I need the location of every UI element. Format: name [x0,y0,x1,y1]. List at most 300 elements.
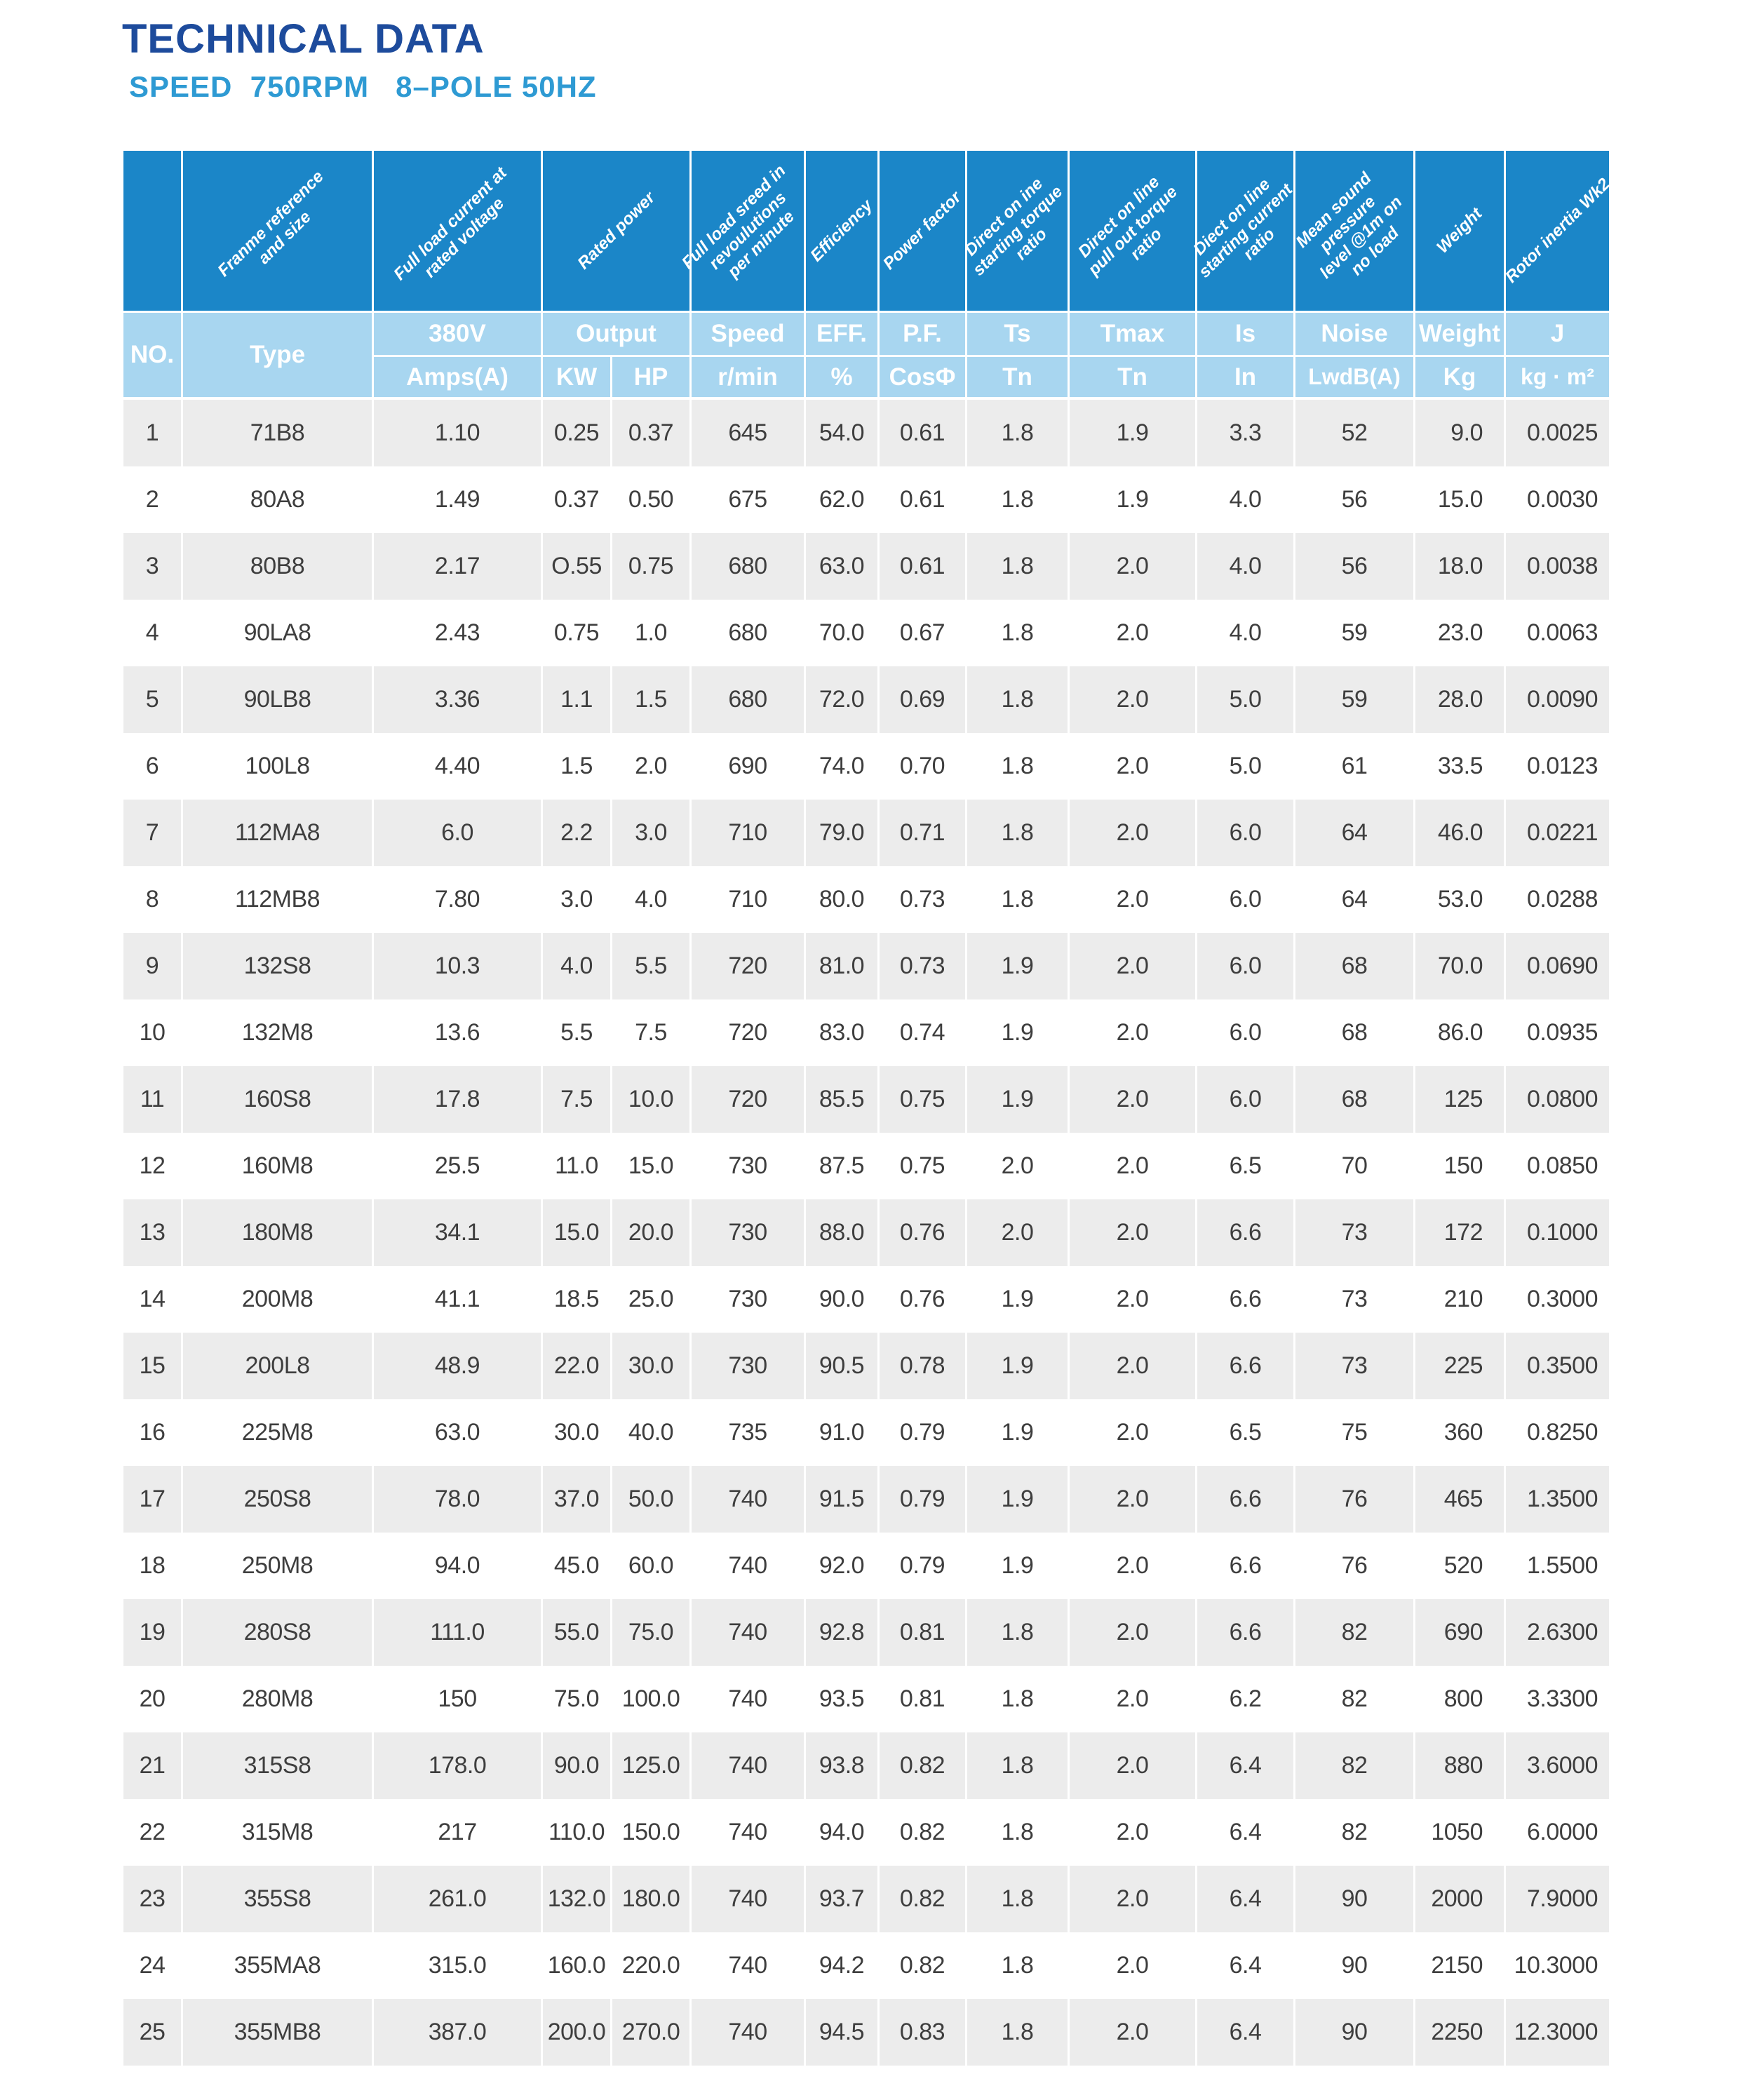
cell-type: 200M8 [181,1266,372,1333]
cell-ts: 1.9 [965,1399,1068,1466]
cell-tmax: 2.0 [1068,1732,1195,1799]
cell-noise: 68 [1293,933,1413,999]
cell-noise: 59 [1293,600,1413,666]
cell-hp: 1.0 [610,600,689,666]
table-row [123,1533,1609,1599]
cell-pf: 0.82 [877,1866,965,1932]
cell-pf: 0.71 [877,800,965,866]
cell-speed: 675 [689,466,804,533]
header-tn1: Tn [965,355,1068,397]
cell-no: 1 [145,419,159,446]
cell-pf: 0.75 [877,1066,965,1133]
cell-ts: 1.9 [965,1466,1068,1533]
cell-kw: 160.0 [541,1932,610,1999]
cell-j: 7.9000 [1504,1866,1609,1932]
cell-noise: 73 [1293,1266,1413,1333]
header-eff: EFF. [804,313,877,355]
cell-j: 0.0221 [1504,800,1609,866]
cell-is: 6.4 [1195,1932,1293,1999]
cell-noise: 70 [1293,1133,1413,1199]
header-ts: Ts [965,313,1068,355]
cell-eff: 81.0 [804,933,877,999]
cell-kw: 0.37 [541,466,610,533]
header-cos: CosΦ [877,355,965,397]
cell-pf: 0.82 [877,1799,965,1866]
cell-ts: 1.8 [965,533,1068,600]
table-body [123,400,1609,2066]
cell-noise: 76 [1293,1466,1413,1533]
table-row [123,1466,1609,1533]
cell-hp: 60.0 [610,1533,689,1599]
header-weight: Weight [1413,313,1504,355]
cell-eff: 72.0 [804,666,877,733]
cell-type: 315M8 [181,1799,372,1866]
cell-ts: 1.8 [965,1799,1068,1866]
cell-ts: 2.0 [965,1133,1068,1199]
cell-kw: 37.0 [541,1466,610,1533]
cell-weight: 880 [1413,1732,1504,1799]
cell-weight: 23.0 [1413,600,1504,666]
cell-kw: 4.0 [541,933,610,999]
cell-ts: 1.8 [965,866,1068,933]
cell-weight: 70.0 [1413,933,1504,999]
cell-tmax: 2.0 [1068,1999,1195,2066]
cell-type: 355MA8 [181,1932,372,1999]
cell-noise: 82 [1293,1666,1413,1732]
cell-weight: 86.0 [1413,999,1504,1066]
cell-amps: 1.10 [372,400,541,466]
cell-noise: 56 [1293,466,1413,533]
cell-is: 6.6 [1195,1199,1293,1266]
cell-weight: 800 [1413,1666,1504,1732]
cell-type: 160M8 [181,1133,372,1199]
header-lwdba: LwdB(A) [1293,355,1413,397]
cell-kw: 55.0 [541,1599,610,1666]
cell-ts: 1.8 [965,1932,1068,1999]
cell-speed: 740 [689,1866,804,1932]
cell-no: 19 [139,1619,166,1645]
diagonal-header-label: Efficiency [807,196,877,266]
cell-tmax: 2.0 [1068,733,1195,800]
cell-pf: 0.70 [877,733,965,800]
cell-kw: 200.0 [541,1999,610,2066]
diagonal-header-row [123,151,1614,311]
cell-no: 18 [139,1552,166,1579]
cell-tmax: 2.0 [1068,866,1195,933]
cell-kw: 0.25 [541,400,610,466]
cell-is: 6.6 [1195,1333,1293,1399]
cell-noise: 64 [1293,866,1413,933]
cell-speed: 730 [689,1333,804,1399]
cell-kw: 45.0 [541,1533,610,1599]
cell-tmax: 2.0 [1068,533,1195,600]
table-row [123,1133,1609,1199]
diagonal-header-label: Direct on ine starting torque ratio [960,174,1066,280]
cell-kw: 1.1 [541,666,610,733]
cell-is: 5.0 [1195,666,1293,733]
cell-kw: 90.0 [541,1732,610,1799]
cell-weight: 520 [1413,1533,1504,1599]
header-speed: Speed [689,313,804,355]
cell-type: 90LA8 [181,600,372,666]
cell-is: 6.0 [1195,999,1293,1066]
diagonal-header-starting-current [1189,151,1296,311]
cell-no: 11 [140,1086,165,1112]
cell-eff: 62.0 [804,466,877,533]
cell-noise: 68 [1293,999,1413,1066]
cell-no: 14 [139,1286,166,1312]
cell-tmax: 1.9 [1068,466,1195,533]
cell-speed: 720 [689,1066,804,1133]
cell-tmax: 2.0 [1068,1866,1195,1932]
diagonal-header-efficiency [804,151,877,311]
cell-hp: 4.0 [610,866,689,933]
cell-pf: 0.79 [877,1466,965,1533]
cell-speed: 730 [689,1266,804,1333]
cell-no: 21 [139,1752,166,1779]
cell-is: 6.4 [1195,1732,1293,1799]
cell-kw: 18.5 [541,1266,610,1333]
cell-ts: 1.8 [965,1866,1068,1932]
cell-amps: 2.43 [372,600,541,666]
cell-pf: 0.78 [877,1333,965,1399]
cell-j: 0.1000 [1504,1199,1609,1266]
cell-is: 6.6 [1195,1466,1293,1533]
cell-speed: 740 [689,1466,804,1533]
cell-j: 0.0850 [1504,1133,1609,1199]
cell-kw: 132.0 [541,1866,610,1932]
cell-no: 24 [139,1952,166,1979]
cell-hp: 25.0 [610,1266,689,1333]
table-row [123,1333,1609,1399]
cell-tmax: 2.0 [1068,1932,1195,1999]
cell-noise: 73 [1293,1199,1413,1266]
cell-eff: 88.0 [804,1199,877,1266]
cell-hp: 10.0 [610,1066,689,1133]
cell-pf: 0.61 [877,400,965,466]
header-output: Output [541,313,689,355]
header-kw: KW [541,355,610,397]
cell-speed: 740 [689,1599,804,1666]
cell-pf: 0.67 [877,600,965,666]
cell-amps: 217 [372,1799,541,1866]
cell-weight: 690 [1413,1599,1504,1666]
cell-weight: 1050 [1413,1799,1504,1866]
cell-weight: 125 [1413,1066,1504,1133]
cell-tmax: 2.0 [1068,1199,1195,1266]
sub-header-row [123,311,1609,400]
cell-eff: 85.5 [804,1066,877,1133]
cell-is: 5.0 [1195,733,1293,800]
header-hp: HP [610,355,689,397]
diagonal-header-pull-out-torque [1068,151,1195,311]
cell-is: 6.0 [1195,933,1293,999]
cell-pf: 0.75 [877,1133,965,1199]
cell-noise: 59 [1293,666,1413,733]
diagonal-header-sound-pressure [1293,151,1413,311]
cell-type: 200L8 [181,1333,372,1399]
cell-no: 20 [139,1685,166,1712]
cell-j: 0.8250 [1504,1399,1609,1466]
cell-weight: 2250 [1413,1999,1504,2066]
table-row [123,1866,1609,1932]
cell-speed: 730 [689,1133,804,1199]
cell-ts: 1.9 [965,1533,1068,1599]
table-row [123,466,1609,533]
cell-pf: 0.61 [877,466,965,533]
cell-eff: 93.5 [804,1666,877,1732]
cell-eff: 92.8 [804,1599,877,1666]
cell-j: 0.0063 [1504,600,1609,666]
cell-j: 0.0030 [1504,466,1609,533]
cell-weight: 225 [1413,1333,1504,1399]
cell-ts: 1.8 [965,1732,1068,1799]
cell-ts: 1.8 [965,800,1068,866]
cell-amps: 6.0 [372,800,541,866]
cell-weight: 33.5 [1413,733,1504,800]
diagonal-header-label: Diect on line starting current ratio [1189,175,1296,282]
cell-pf: 0.74 [877,999,965,1066]
cell-is: 6.4 [1195,1799,1293,1866]
cell-weight: 15.0 [1413,466,1504,533]
cell-noise: 61 [1293,733,1413,800]
cell-kw: 110.0 [541,1799,610,1866]
cell-type: 71B8 [181,400,372,466]
cell-weight: 9.0 [1413,400,1504,466]
cell-hp: 1.5 [610,666,689,733]
cell-no: 10 [139,1019,166,1046]
cell-no: 5 [145,686,159,713]
cell-hp: 180.0 [610,1866,689,1932]
cell-eff: 79.0 [804,800,877,866]
cell-tmax: 2.0 [1068,600,1195,666]
cell-j: 3.6000 [1504,1732,1609,1799]
cell-ts: 2.0 [965,1199,1068,1266]
cell-tmax: 2.0 [1068,1266,1195,1333]
header-380v: 380V [372,313,541,355]
cell-j: 12.3000 [1504,1999,1609,2066]
cell-pf: 0.83 [877,1999,965,2066]
cell-kw: 11.0 [541,1133,610,1199]
cell-tmax: 2.0 [1068,933,1195,999]
table-row [123,1066,1609,1133]
table-row [123,800,1609,866]
cell-speed: 710 [689,866,804,933]
cell-is: 6.4 [1195,1866,1293,1932]
cell-hp: 40.0 [610,1399,689,1466]
cell-eff: 93.8 [804,1732,877,1799]
cell-pf: 0.76 [877,1199,965,1266]
cell-eff: 90.5 [804,1333,877,1399]
cell-hp: 5.5 [610,933,689,999]
header-amps: Amps(A) [372,355,541,397]
table-row [123,1799,1609,1866]
cell-ts: 1.8 [965,1599,1068,1666]
cell-amps: 25.5 [372,1133,541,1199]
cell-amps: 315.0 [372,1932,541,1999]
cell-ts: 1.9 [965,999,1068,1066]
header-is: Is [1195,313,1293,355]
cell-j: 0.0800 [1504,1066,1609,1133]
cell-no: 23 [139,1885,166,1912]
cell-hp: 2.0 [610,733,689,800]
cell-tmax: 2.0 [1068,1799,1195,1866]
cell-speed: 680 [689,600,804,666]
cell-type: 315S8 [181,1732,372,1799]
diagonal-header-full-load-speed [678,151,804,311]
cell-no: 6 [145,753,159,779]
cell-no: 25 [139,2019,166,2045]
cell-eff: 54.0 [804,400,877,466]
cell-hp: 30.0 [610,1333,689,1399]
cell-weight: 150 [1413,1133,1504,1199]
cell-amps: 17.8 [372,1066,541,1133]
cell-kw: 15.0 [541,1199,610,1266]
cell-amps: 178.0 [372,1732,541,1799]
table-row [123,1732,1609,1799]
cell-hp: 20.0 [610,1199,689,1266]
cell-is: 4.0 [1195,533,1293,600]
diagonal-header-label: Rotor inertia Wk2 [1501,174,1614,287]
cell-amps: 78.0 [372,1466,541,1533]
cell-pf: 0.76 [877,1266,965,1333]
cell-type: 160S8 [181,1066,372,1133]
cell-no: 15 [139,1352,166,1379]
table-row [123,1399,1609,1466]
table-row [123,1199,1609,1266]
cell-kw: 2.2 [541,800,610,866]
cell-j: 6.0000 [1504,1799,1609,1866]
cell-amps: 94.0 [372,1533,541,1599]
cell-ts: 1.8 [965,600,1068,666]
cell-ts: 1.8 [965,1666,1068,1732]
cell-speed: 740 [689,1732,804,1799]
cell-no: 22 [139,1819,166,1845]
cell-speed: 645 [689,400,804,466]
diagonal-header-starting-torque [960,151,1068,311]
cell-j: 1.3500 [1504,1466,1609,1533]
cell-no: 4 [145,619,159,646]
cell-is: 6.0 [1195,800,1293,866]
cell-j: 2.6300 [1504,1599,1609,1666]
cell-speed: 720 [689,933,804,999]
cell-ts: 1.8 [965,1999,1068,2066]
cell-is: 6.0 [1195,1066,1293,1133]
cell-eff: 63.0 [804,533,877,600]
cell-is: 6.6 [1195,1533,1293,1599]
cell-j: 0.3000 [1504,1266,1609,1333]
cell-eff: 93.7 [804,1866,877,1932]
page-subtitle: SPEED 750RPM 8–POLE 50HZ [129,70,597,103]
cell-kw: 0.75 [541,600,610,666]
cell-hp: 3.0 [610,800,689,866]
cell-is: 6.6 [1195,1599,1293,1666]
diagonal-header-label: Direct on line pull out torque ratio [1074,172,1181,279]
cell-tmax: 2.0 [1068,1133,1195,1199]
header-type: Type [181,313,372,397]
diagonal-header-corner [123,151,181,311]
cell-eff: 94.2 [804,1932,877,1999]
cell-weight: 46.0 [1413,800,1504,866]
cell-no: 7 [145,819,159,846]
header-kg: Kg [1413,355,1504,397]
cell-noise: 90 [1293,1999,1413,2066]
cell-amps: 34.1 [372,1199,541,1266]
cell-tmax: 2.0 [1068,1399,1195,1466]
cell-weight: 28.0 [1413,666,1504,733]
cell-speed: 740 [689,1666,804,1732]
cell-j: 0.0123 [1504,733,1609,800]
cell-eff: 91.0 [804,1399,877,1466]
diagonal-header-rated-power [541,151,689,311]
cell-pf: 0.81 [877,1666,965,1732]
cell-pf: 0.73 [877,866,965,933]
cell-tmax: 2.0 [1068,666,1195,733]
cell-hp: 150.0 [610,1799,689,1866]
cell-hp: 0.50 [610,466,689,533]
cell-is: 6.2 [1195,1666,1293,1732]
cell-amps: 2.17 [372,533,541,600]
header-pct: % [804,355,877,397]
cell-type: 355MB8 [181,1999,372,2066]
cell-is: 6.6 [1195,1266,1293,1333]
table-row [123,933,1609,999]
diagonal-header-rotor-inertia [1501,151,1614,311]
cell-type: 280M8 [181,1666,372,1732]
cell-speed: 710 [689,800,804,866]
cell-speed: 730 [689,1199,804,1266]
cell-eff: 74.0 [804,733,877,800]
cell-ts: 1.9 [965,1266,1068,1333]
cell-eff: 94.0 [804,1799,877,1866]
cell-is: 6.5 [1195,1133,1293,1199]
cell-no: 2 [145,486,159,513]
diagonal-header-frame-reference [181,151,372,311]
cell-weight: 2000 [1413,1866,1504,1932]
cell-kw: 1.5 [541,733,610,800]
cell-tmax: 2.0 [1068,1066,1195,1133]
table-row [123,400,1609,466]
cell-pf: 0.73 [877,933,965,999]
cell-pf: 0.81 [877,1599,965,1666]
diagonal-header-power-factor [877,151,965,311]
cell-eff: 83.0 [804,999,877,1066]
cell-type: 112MA8 [181,800,372,866]
cell-amps: 41.1 [372,1266,541,1333]
cell-hp: 270.0 [610,1999,689,2066]
cell-no: 12 [139,1152,166,1179]
cell-hp: 125.0 [610,1732,689,1799]
cell-amps: 4.40 [372,733,541,800]
cell-type: 180M8 [181,1199,372,1266]
cell-noise: 52 [1293,400,1413,466]
cell-kw: 3.0 [541,866,610,933]
header-pf: P.F. [877,313,965,355]
diagonal-header-weight [1413,151,1504,311]
cell-is: 6.0 [1195,866,1293,933]
diagonal-header-label: Mean sound pressure level @1m on no load [1292,168,1406,283]
cell-j: 1.5500 [1504,1533,1609,1599]
cell-tmax: 2.0 [1068,1466,1195,1533]
cell-amps: 3.36 [372,666,541,733]
cell-speed: 740 [689,1533,804,1599]
cell-type: 250S8 [181,1466,372,1533]
cell-j: 0.0090 [1504,666,1609,733]
diagonal-header-label: Weight [1433,204,1486,257]
cell-amps: 7.80 [372,866,541,933]
cell-ts: 1.8 [965,733,1068,800]
cell-hp: 7.5 [610,999,689,1066]
